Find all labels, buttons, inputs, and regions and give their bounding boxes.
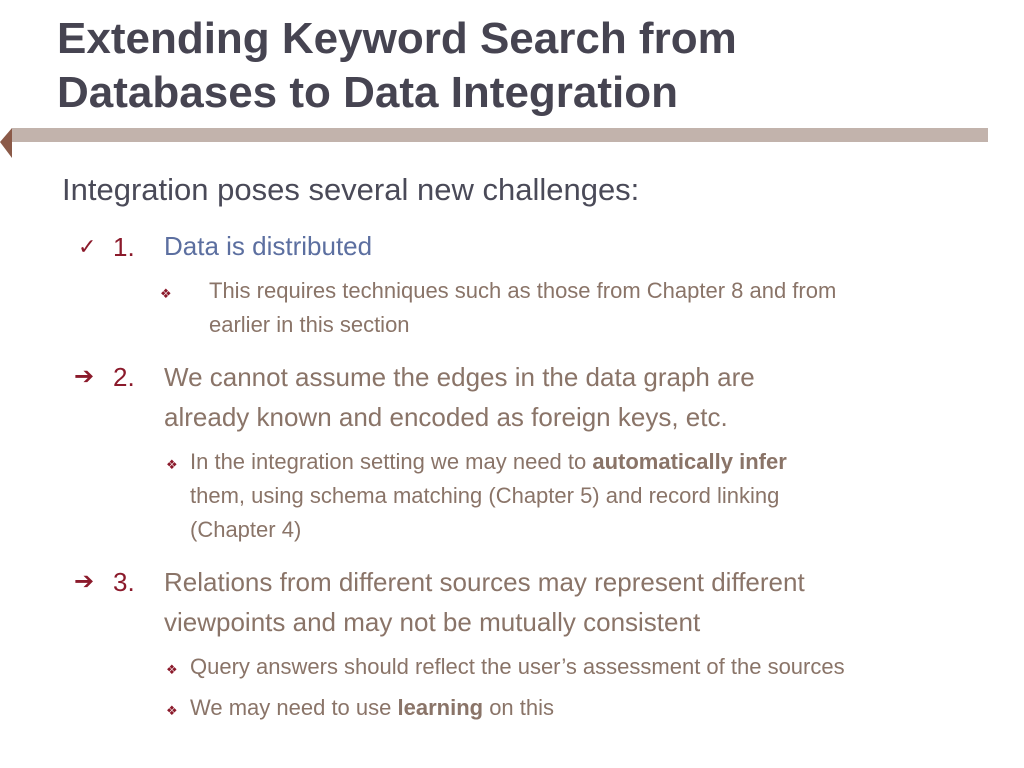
item-3-text-line-1: Relations from different sources may represent different xyxy=(164,567,805,597)
diamond-bullet-icon: ❖ xyxy=(166,703,178,718)
arrow-right-icon: ➔ xyxy=(74,363,95,390)
item-1-sub-1 xyxy=(209,274,836,342)
emphasis-text: automatically infer xyxy=(592,449,787,474)
item-3-text-line-2: viewpoints and may not be mutually consistent xyxy=(164,607,701,637)
item-3-sub-1: Query answers should reflect the user’s assessment of the sources xyxy=(190,654,845,679)
item-3-sub-2: We may need to use learning on this xyxy=(190,695,555,720)
item-3-text xyxy=(164,562,805,642)
item-2-text xyxy=(164,357,755,437)
arrow-right-icon: ➔ xyxy=(74,568,95,595)
diamond-bullet-icon: ❖ xyxy=(166,457,178,472)
slide-title xyxy=(57,12,997,120)
item-1-text: Data is distributed xyxy=(164,231,373,261)
check-icon: ✓ xyxy=(78,234,97,259)
item-1-number: 1. xyxy=(113,232,135,262)
item-2-sub-1-line-1: In the integration setting we may need to automatically infer xyxy=(190,449,787,474)
title-rule-cap xyxy=(0,128,12,158)
item-2-sub-1-line-2: them, using schema matching (Chapter 5) and record linking xyxy=(190,483,780,508)
diamond-bullet-icon: ❖ xyxy=(166,662,178,677)
title-rule xyxy=(12,128,988,142)
diamond-bullet-icon: ❖ xyxy=(160,286,172,301)
item-1-sub-1-line-2: earlier in this section xyxy=(209,312,410,337)
item-1-sub-1-line-1: This requires techniques such as those from Chapter 8 and from xyxy=(209,278,837,303)
emphasis-text: learning xyxy=(397,695,484,720)
item-3-number: 3. xyxy=(113,567,135,597)
item-2-sub-1-line-3: (Chapter 4) xyxy=(190,517,302,542)
item-2-text-line-1: We cannot assume the edges in the data graph are xyxy=(164,362,755,392)
slide-title-line-2: Databases to Data Integration xyxy=(57,68,679,117)
item-2-text-line-2: already known and encoded as foreign keys, etc. xyxy=(164,402,728,432)
slide-heading: Integration poses several new challenges: xyxy=(62,172,640,207)
item-2-sub-1 xyxy=(190,445,787,547)
item-2-number: 2. xyxy=(113,362,135,392)
slide-title-line-1: Extending Keyword Search from xyxy=(57,14,737,63)
